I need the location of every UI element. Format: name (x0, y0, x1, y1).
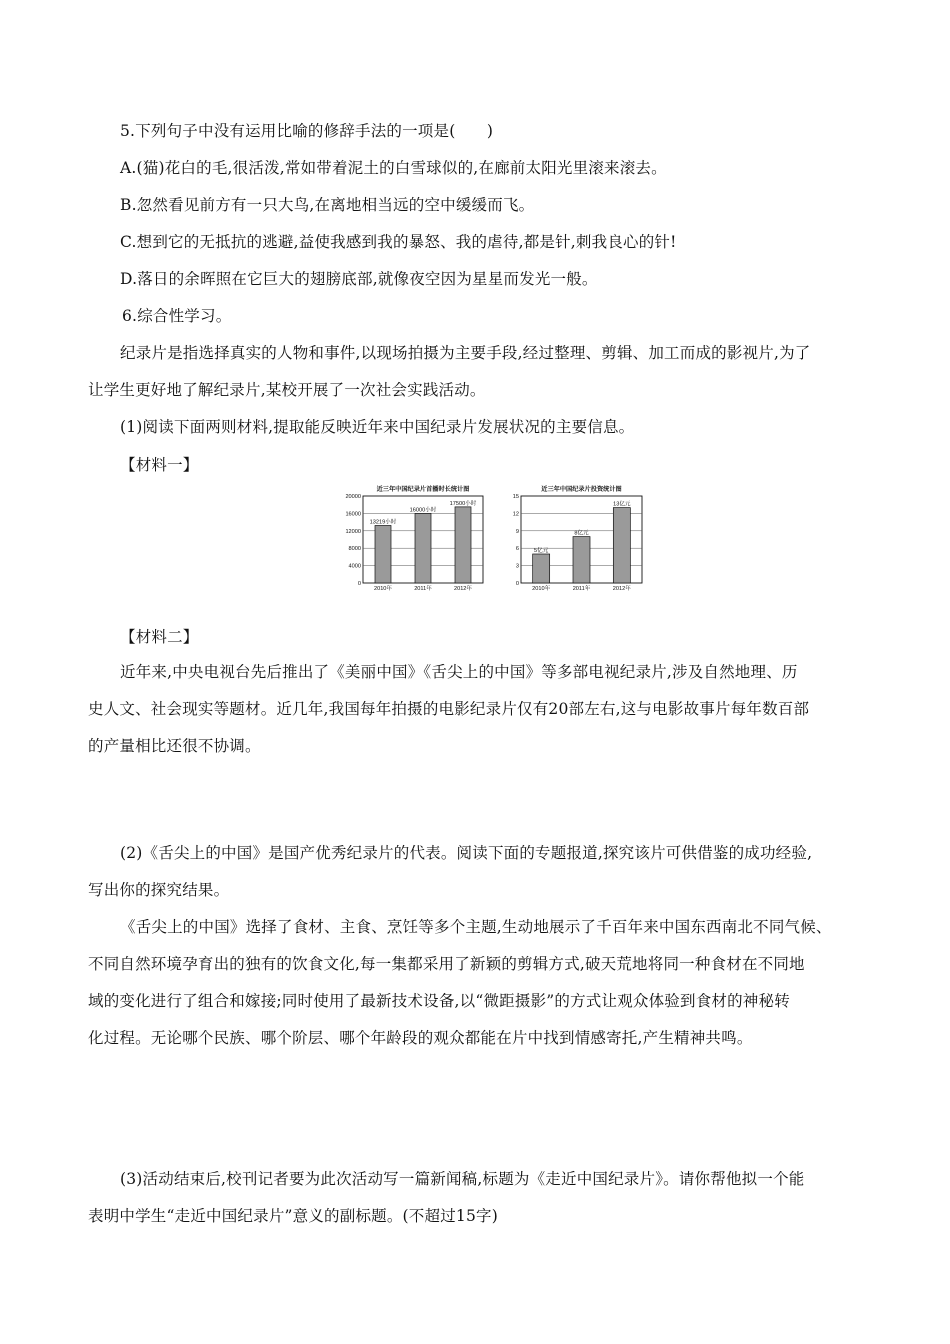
x-tick-label: 2011年 (414, 586, 432, 592)
y-tick-label: 4000 (348, 563, 361, 570)
y-tick-label: 0 (515, 581, 519, 587)
report-line-3: 域的变化进行了组合和嫁接;同时使用了最新技术设备,以“微距摄影”的方式让观众体验到食材的神秘转 (88, 992, 790, 1010)
y-tick-label: 6 (515, 546, 519, 553)
report-line-2: 不同自然环境孕育出的独有的饮食文化,每一集都采用了新颖的剪辑方式,破天荒地将同一种食材在不同地 (88, 955, 805, 973)
material1-label: 【材料一】 (120, 456, 199, 474)
report-line-1: 《舌尖上的中国》选择了食材、主食、烹饪等多个主题,生动地展示了千百年来中国东西南北不同气候、 (120, 918, 832, 936)
data-label: 13亿元 (613, 501, 631, 508)
bar (613, 508, 630, 583)
material2-line-1: 近年来,中央电视台先后推出了《美丽中国》《舌尖上的中国》等多部电视纪录片,涉及自然地理、历 (120, 663, 798, 681)
data-label: 16000小时 (409, 507, 437, 514)
x-tick-label: 2012年 (612, 586, 631, 592)
data-label: 13219小时 (369, 519, 397, 526)
x-tick-label: 2011年 (572, 586, 591, 592)
bar (415, 513, 431, 583)
bar (573, 537, 590, 583)
y-tick-label: 15 (512, 494, 519, 500)
data-label: 5亿元 (534, 548, 549, 554)
y-tick-label: 3 (515, 563, 519, 570)
q6-part3-line-2: 表明中学生“走近中国纪录片”意义的副标题。(不超过15字) (88, 1207, 498, 1225)
q6-part3-line-1: (3)活动结束后,校刊记者要为此次活动写一篇新闻稿,标题为《走近中国纪录片》。请你帮他拟一个能 (120, 1170, 805, 1188)
y-tick-label: 0 (357, 581, 361, 587)
chart-investment (505, 482, 647, 594)
y-tick-label: 9 (515, 528, 519, 535)
q5-option-d: D.落日的余晖照在它巨大的翅膀底部,就像夜空因为星星而发光一般。 (120, 270, 598, 288)
bar (533, 554, 550, 583)
x-tick-label: 2010年 (373, 586, 393, 592)
chart-title: 近三年中国纪录片首播时长统计图 (376, 486, 470, 493)
q6-intro-line-1: 纪录片是指选择真实的人物和事件,以现场拍摄为主要手段,经过整理、剪辑、加工而成的影视片,为了 (120, 344, 811, 362)
chart-title: 近三年中国纪录片投资统计图 (541, 486, 622, 493)
x-tick-label: 2010年 (532, 586, 551, 592)
report-line-4: 化过程。无论哪个民族、哪个阶层、哪个年龄段的观众都能在片中找到情感寄托,产生精神共鸣。 (88, 1029, 753, 1047)
q5-stem: 5.下列句子中没有运用比喻的修辞手法的一项是( ) (120, 122, 494, 140)
bar (375, 525, 391, 583)
q6-part1: (1)阅读下面两则材料,提取能反映近年来中国纪录片发展状况的主要信息。 (120, 418, 635, 436)
q5-option-b: B.忽然看见前方有一只大鸟,在离地相当远的空中缓缓而飞。 (120, 196, 535, 214)
material2-line-3: 的产量相比还很不协调。 (88, 737, 261, 755)
q6-part2-line-2: 写出你的探究结果。 (88, 881, 230, 899)
material2-label: 【材料二】 (120, 628, 199, 646)
q6-part2-line-1: (2)《舌尖上的中国》是国产优秀纪录片的代表。阅读下面的专题报道,探究该片可供借鉴的成功经验, (120, 844, 813, 862)
y-tick-label: 8000 (348, 546, 361, 553)
q6-intro-line-2: 让学生更好地了解纪录片,某校开展了一次社会实践活动。 (88, 381, 486, 399)
y-tick-label: 16000 (345, 511, 361, 518)
y-tick-label: 12 (512, 511, 519, 518)
material2-line-2: 史人文、社会现实等题材。近几年,我国每年拍摄的电影纪录片仅有20部左右,这与电影故事片每年数百部 (88, 700, 810, 718)
q5-option-a: A.(猫)花白的毛,很活泼,常如带着泥土的白雪球似的,在廊前太阳光里滚来滚去。 (120, 159, 667, 177)
data-label: 8亿元 (574, 530, 589, 537)
x-tick-label: 2012年 (453, 586, 473, 592)
q6-title: 6.综合性学习。 (122, 307, 232, 325)
y-tick-label: 20000 (345, 494, 361, 500)
bar (455, 507, 471, 583)
data-label: 17500小时 (449, 500, 477, 507)
y-tick-label: 12000 (345, 528, 361, 535)
q5-option-c: C.想到它的无抵抗的逃避,益使我感到我的暴怒、我的虐待,都是针,刺我良心的针! (120, 233, 677, 251)
chart-broadcast-hours (330, 482, 488, 594)
